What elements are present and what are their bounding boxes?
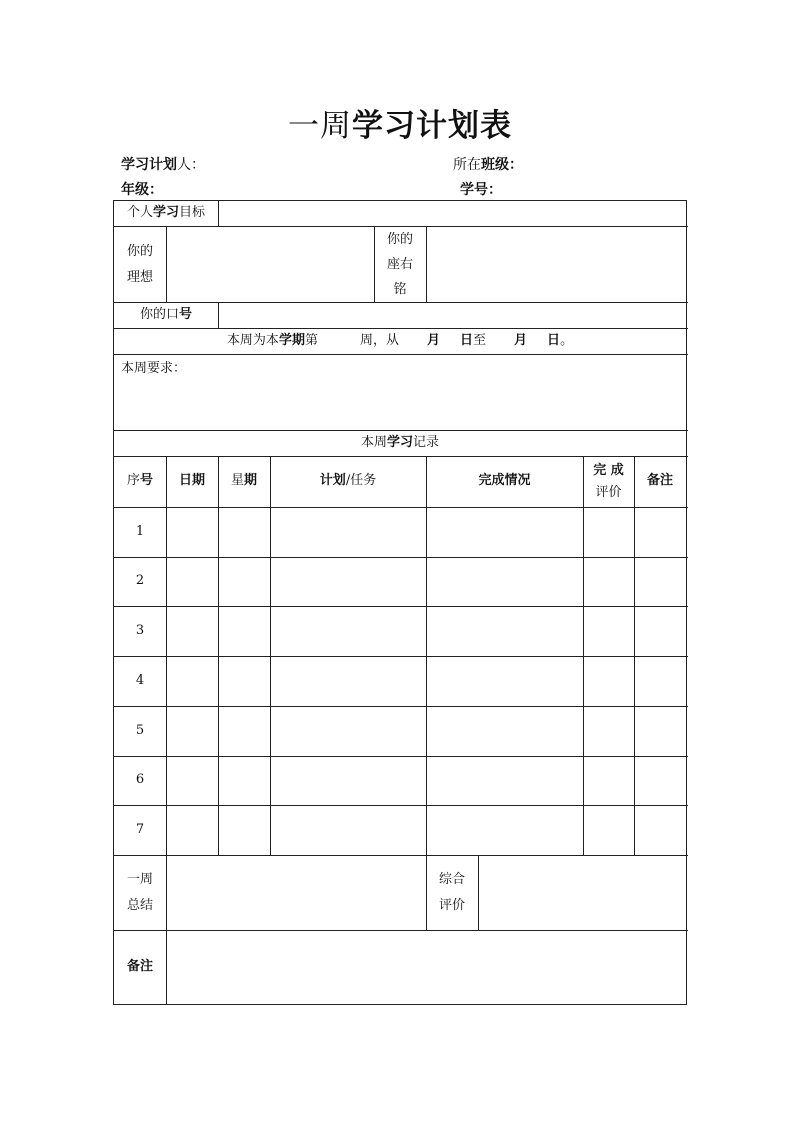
header-weekday: 星 期 [230,473,258,489]
ideal-label: 你的 理想 [126,244,153,285]
row-divider [114,606,688,607]
row-divider [114,706,688,707]
row-number: 5 [135,722,145,738]
title-part-2: 学习计划表 [352,108,512,144]
goal-input-cell[interactable] [219,202,686,225]
overall-evaluation-label: 综合 评价 [438,871,465,913]
row-number: 6 [135,772,145,788]
remarks-label: 备注 [126,958,153,974]
row-number: 3 [135,622,145,638]
row-number: 4 [135,672,145,688]
col-divider [166,456,167,856]
planner-label: 学习计划人： [121,157,205,173]
row-divider [114,805,688,806]
header-plan: 计划 /任务 [319,473,377,489]
col-divider [270,456,271,856]
header-notes: 备注 [646,473,673,489]
row-divider [114,557,688,558]
study-plan-table [113,200,687,1005]
summary-input-cell[interactable] [167,856,426,930]
motto-label: 你的 座右 铭 [386,232,413,297]
page-title [0,100,800,145]
col-divider [218,456,219,856]
col-divider [583,456,584,856]
record-heading: 本周 学习 记录 [360,434,440,450]
student-id-label: 学号： [460,182,502,198]
header-status: 完成情况 [478,473,531,489]
ideal-input-cell[interactable] [167,227,374,302]
summary-label: 一周 总结 [126,871,153,913]
class-label: 所在班级： [453,157,523,173]
col-divider [426,456,427,856]
title-part-1: 一周 [288,108,352,144]
row-divider [114,756,688,757]
row-divider [114,354,688,355]
goal-label: 个人 学习 目标 [126,205,206,221]
remarks-input-cell[interactable] [167,931,686,1004]
motto-input-cell[interactable] [427,227,686,302]
grade-label: 年级： [121,182,163,198]
week-line: 本周为本 学期 第 周，从 月 日 至 月 日 。 [226,332,574,348]
col-divider [634,456,635,856]
row-number: 7 [135,821,145,837]
row-divider [114,656,688,657]
row-divider [114,507,688,508]
header-seq: 序 号 [126,473,154,489]
header-date: 日期 [178,473,205,489]
overall-evaluation-input-cell[interactable] [479,856,686,930]
slogan-input-cell[interactable] [219,303,686,327]
slogan-label: 你的口 号 [139,306,193,322]
header-evaluation: 完 成 评价 [593,462,624,500]
requirements-area[interactable]: 本周要求： [121,361,187,376]
row-number: 2 [135,573,145,589]
row-number: 1 [135,523,145,539]
